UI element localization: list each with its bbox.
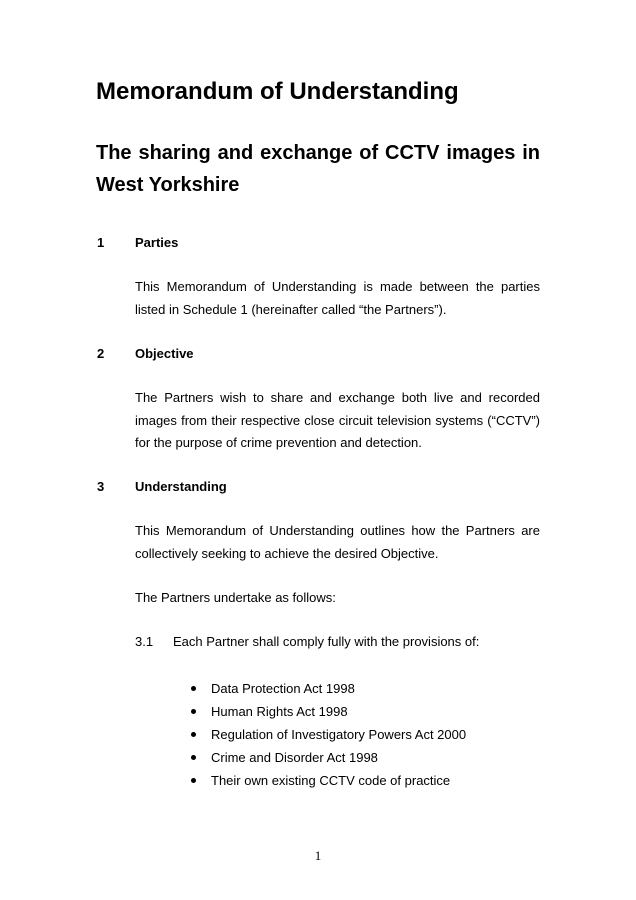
list-item: Human Rights Act 1998 (190, 700, 466, 723)
subsection-text: Each Partner shall comply fully with the provisions of: (173, 634, 480, 649)
section-heading-understanding: Understanding (135, 479, 227, 494)
section-number: 3 (97, 479, 105, 494)
legislation-list (190, 677, 466, 792)
document-subtitle: The sharing and exchange of CCTV images in West Yorkshire (96, 142, 540, 196)
bullet-icon (191, 709, 196, 714)
section-number: 1 (97, 235, 105, 250)
bullet-icon (191, 755, 196, 760)
page-number: 1 (314, 848, 322, 863)
list-item: Data Protection Act 1998 (190, 677, 466, 700)
section-paragraph: The Partners wish to share and exchange both live and recorded images from their respective close circuit television systems (“CCTV”) for the purpose of crime prevention and detection. (135, 390, 540, 450)
list-item: Crime and Disorder Act 1998 (190, 746, 466, 769)
bullet-icon (191, 778, 196, 783)
section-heading-parties: Parties (135, 235, 179, 250)
list-item: Their own existing CCTV code of practice (190, 769, 466, 792)
list-item: Regulation of Investigatory Powers Act 2000 (190, 723, 466, 746)
subsection-number: 3.1 (135, 634, 154, 649)
section-paragraph: This Memorandum of Understanding is made between the parties listed in Schedule 1 (hereinafter called “the Partners”). (135, 279, 540, 317)
section-heading-objective: Objective (135, 346, 194, 361)
section-paragraph: The Partners undertake as follows: (135, 590, 336, 605)
bullet-icon (191, 732, 196, 737)
bullet-icon (191, 686, 196, 691)
section-number: 2 (97, 346, 105, 361)
document-title: Memorandum of Understanding (96, 78, 459, 105)
section-paragraph: This Memorandum of Understanding outlines how the Partners are collectively seeking to achieve the desired Objective. (135, 523, 540, 561)
